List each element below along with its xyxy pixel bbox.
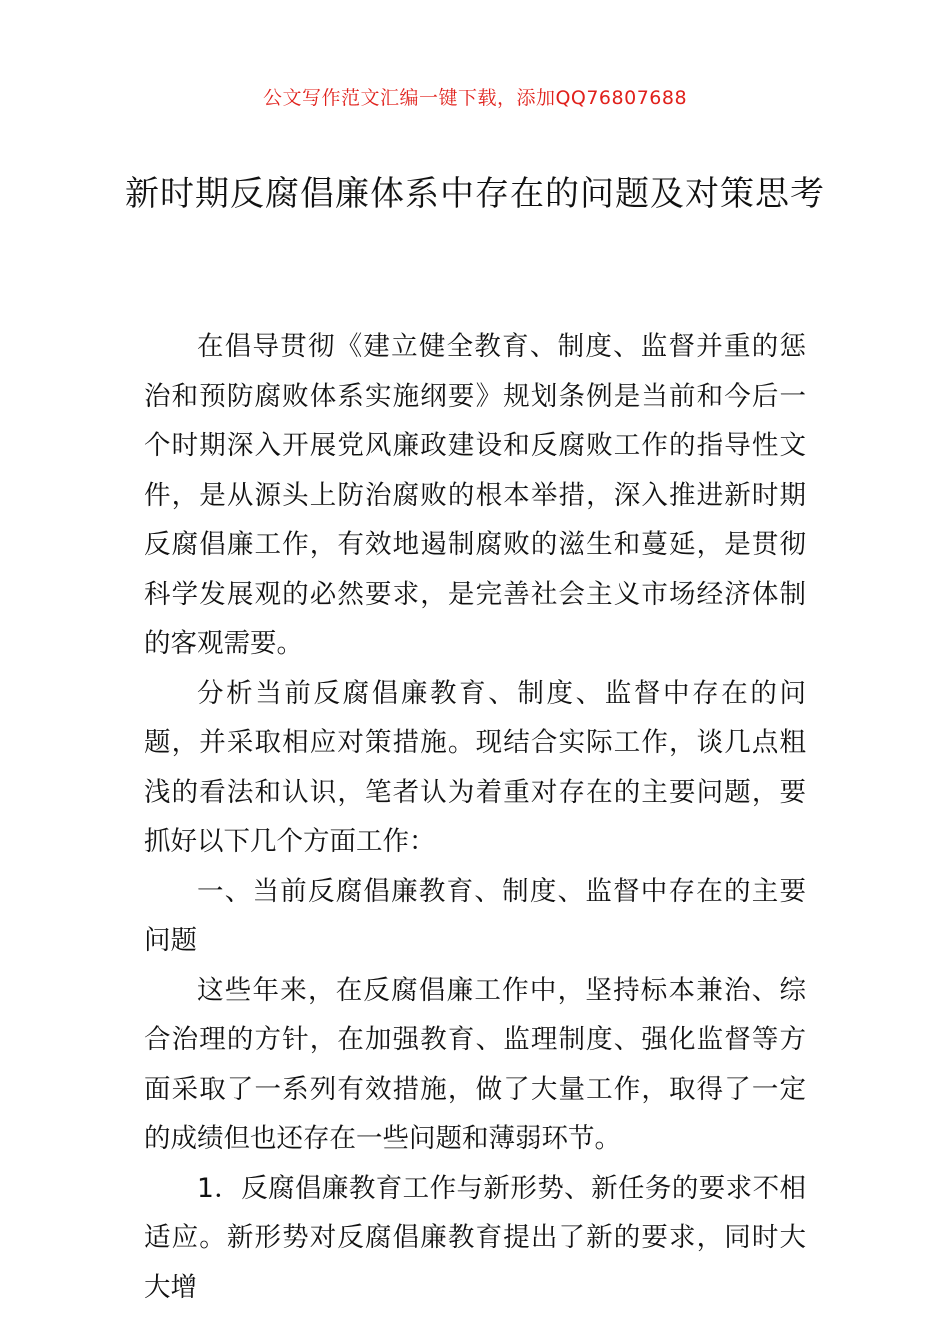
section-heading-1: 一、当前反腐倡廉教育、制度、监督中存在的主要问题 [144, 875, 806, 956]
paragraph-analysis: 分析当前反腐倡廉教育、制度、监督中存在的问题，并采取相应对策措施。现结合实际工作，谈几点粗浅的看法和认识，笔者认为着重对存在的主要问题，要抓好以下几个方面工作： [144, 677, 806, 857]
paragraph-intro: 在倡导贯彻《建立健全教育、制度、监督并重的惩治和预防腐败体系实施纲要》规划条例是当前和今后一个时期深入开展党风廉政建设和反腐败工作的指导性文件，是从源头上防治腐败的根本举措，深入推进新时期反腐倡廉工作，有效地遏制腐败的滋生和蔓延，是贯彻科学发展观的必然要求，是完善社会主义市场经济体制的客观需要。 [144, 331, 806, 659]
document-title: 新时期反腐倡廉体系中存在的问题及对策思考 [125, 174, 825, 214]
document-body [144, 322, 806, 1312]
paragraph-achievements: 这些年来，在反腐倡廉工作中，坚持标本兼治、综合治理的方针，在加强教育、监理制度、强化监督等方面采取了一系列有效措施，做了大量工作，取得了一定的成绩但也还存在一些问题和薄弱环节。 [144, 974, 806, 1154]
download-notice: 公文写作范文汇编一键下载，添加QQ76807688 [262, 87, 688, 109]
paragraph-item-1: 1．反腐倡廉教育工作与新形势、新任务的要求不相适应。新形势对反腐倡廉教育提出了新的要求，同时大大增 [144, 1172, 806, 1303]
